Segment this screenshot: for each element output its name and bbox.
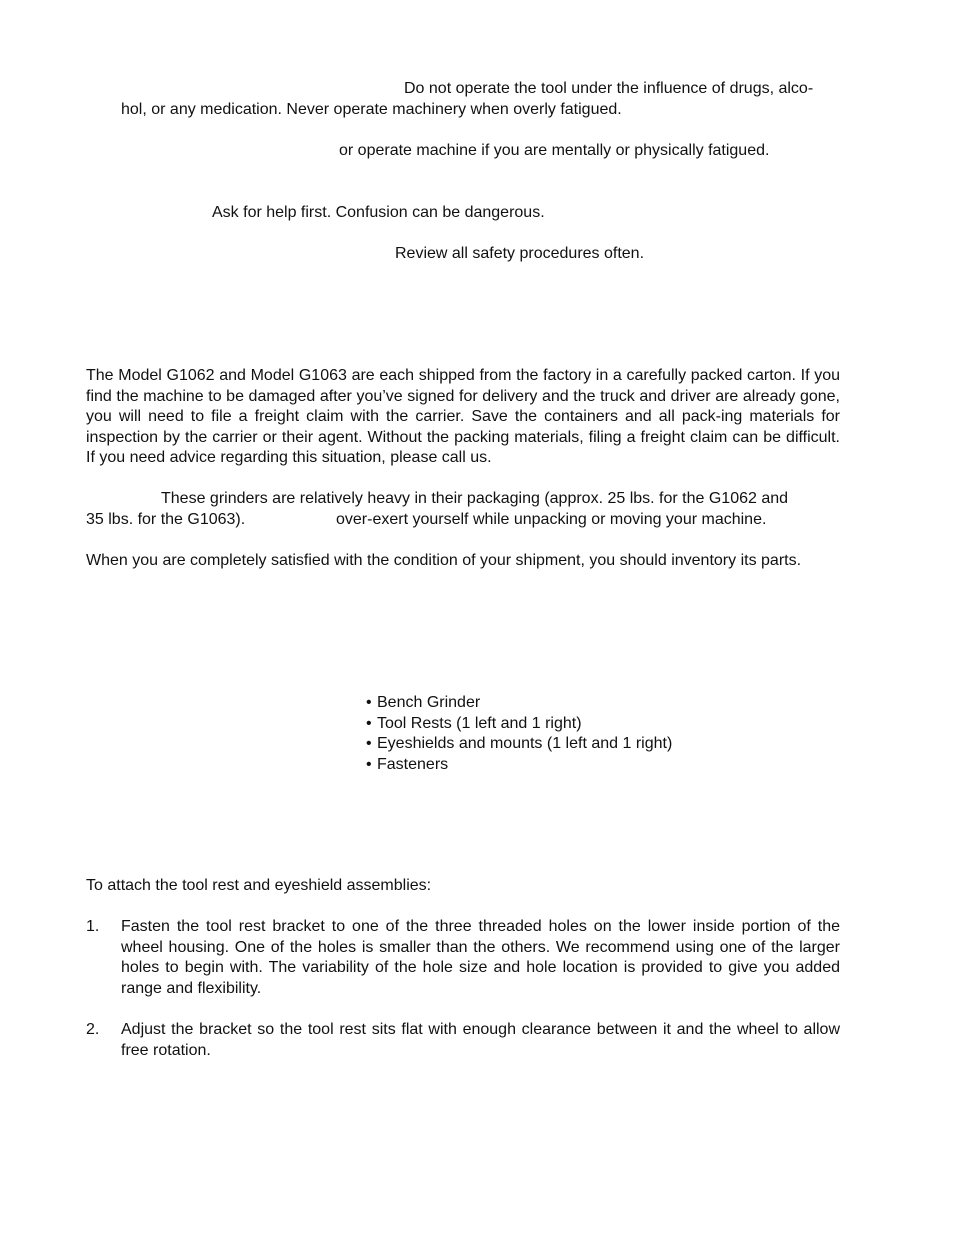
inventory-item-label: Bench Grinder — [377, 694, 481, 711]
bullet: • — [366, 714, 372, 732]
inventory-item-label: Fasteners — [377, 755, 449, 773]
assembly-intro: To attach the tool rest and eyeshield assemblies: — [86, 877, 432, 894]
assembly-step-2 — [86, 1020, 840, 1061]
safety-line-4: Review all safety procedures often. — [395, 245, 645, 262]
inventory-item — [366, 755, 672, 776]
inventory-item — [366, 734, 672, 755]
bullet: • — [366, 735, 372, 753]
unpacking-paragraph-3: When you are completely satisfied with the condition of your shipment, you should inventory its parts. — [86, 552, 802, 569]
unpacking-paragraph-2a: These grinders are relatively heavy in their packaging (approx. 25 lbs. for the G1062 and — [161, 490, 789, 507]
step-text: Adjust the bracket so the tool rest sits flat with enough clearance between it and the wheel to allow free rotation. — [121, 1021, 840, 1059]
assembly-step-1 — [86, 917, 840, 999]
safety-line-3: Ask for help first. Confusion can be dangerous. — [212, 204, 545, 221]
unpacking-paragraph-2b-left: 35 lbs. for the G1063). — [86, 511, 246, 528]
safety-line-1a: Do not operate the tool under the influence of drugs, alco- — [404, 80, 814, 97]
bullet: • — [366, 755, 372, 773]
inventory-item-label: Tool Rests (1 left and 1 right) — [377, 714, 582, 732]
inventory-list — [366, 693, 672, 775]
bullet: • — [366, 694, 372, 711]
safety-line-1b: hol, or any medication. Never operate machinery when overly fatigued. — [121, 101, 622, 118]
unpacking-paragraph-2b-right: over-exert yourself while unpacking or moving your machine. — [336, 511, 767, 528]
inventory-item-label: Eyeshields and mounts (1 left and 1 right) — [377, 735, 673, 753]
step-number: 1. — [86, 918, 100, 935]
step-text: Fasten the tool rest bracket to one of the three threaded holes on the lower inside portion of the wheel housing. One of the holes is smaller than the others. We recommend using one of the larger holes to begin with. The variability of the hole size and hole location is provided to give you added range and flexibility. — [121, 918, 840, 997]
unpacking-paragraph-1: The Model G1062 and Model G1063 are each shipped from the factory in a carefully packed carton. If you find the machine to be damaged after you’ve signed for delivery and the truck and driver are already gone, you will need to file a freight claim with the carrier. Save the containers and all pack-ing materials for inspection by the carrier or their agent. Without the packing materials, filing a freight claim can be difficult. If you need advice regarding this situation, please call us. — [86, 367, 840, 467]
safety-line-2: or operate machine if you are mentally or physically fatigued. — [339, 142, 770, 159]
inventory-item — [366, 693, 672, 714]
inventory-item — [366, 714, 672, 735]
step-number: 2. — [86, 1021, 100, 1038]
